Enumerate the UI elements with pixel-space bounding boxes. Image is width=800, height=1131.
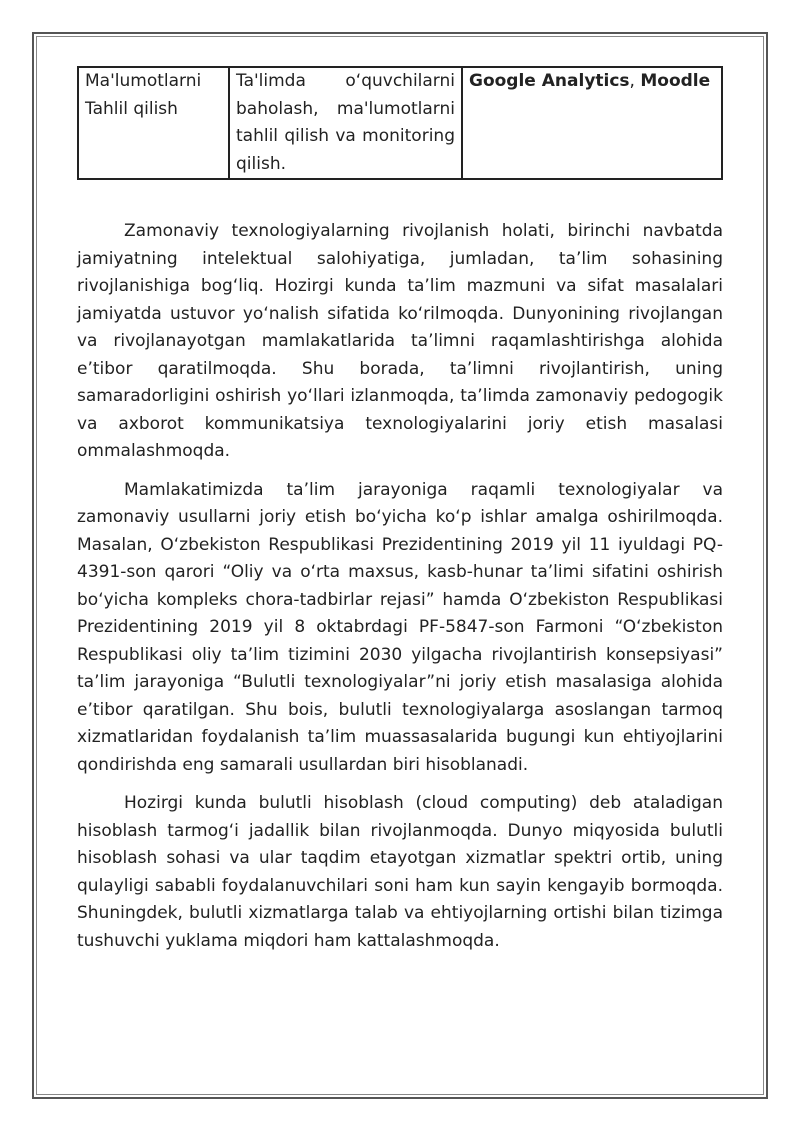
tool-moodle: Moodle bbox=[640, 71, 711, 91]
body-text bbox=[77, 218, 723, 955]
tools-table bbox=[77, 66, 723, 180]
table-row bbox=[78, 67, 722, 179]
paragraph: Hozirgi kunda bulutli hisoblash (cloud computing) deb ataladigan hisoblash tarmog‘i jadallik bilan rivojlanmoqda. Dunyo miqyosida bulutli hisoblash sohasi va ular taqdim etayotgan xizmatlar spektri ortib, uning qulayligi sababli foydalanuvchilari soni ham kun sayin kengayib bormoqda. Shuningdek, bulutli xizmatlarga talab va ehtiyojlarning ortishi bilan tizimga tushuvchi yuklama miqdori ham kattalashmoqda. bbox=[77, 793, 723, 951]
paragraph: Zamonaviy texnologiyalarning rivojlanish holati, birinchi navbatda jamiyatning intelektual salohiyatiga, jumladan, ta’lim sohasining rivojlanishiga bog‘liq. Hozirgi kunda ta’lim mazmuni va sifat masalalari jamiyatda ustuvor yo‘nalish sifatida ko‘rilmoqda. Dunyonining rivojlangan va rivojlanayotgan mamlakatlarida ta’limni raqamlashtirishga alohida e’tibor qaratilmoqda. Shu borada, ta’limni rivojlantirish, uning samaradorligini oshirish yo‘llari izlanmoqda, ta’limda zamonaviy pedogogik va axborot kommunikatsiya texnologiyalarini joriy etish masalasi ommalashmoqda. bbox=[77, 221, 723, 461]
table-cell-description: Ta'limda o‘quvchilarni baholash, ma'lumotlarni tahlil qilish va monitoring qilish. bbox=[229, 67, 462, 179]
page-content bbox=[77, 66, 723, 966]
table-cell-tools bbox=[462, 67, 722, 179]
tool-google-analytics: Google Analytics bbox=[469, 71, 630, 91]
paragraph: Mamlakatimizda ta’lim jarayoniga raqamli texnologiyalar va zamonaviy usullarni joriy etish bo‘yicha ko‘p ishlar amalga oshirilmoqda. Masalan, O‘zbekiston Respublikasi Prezidentining 2019 yil 11 iyuldagi PQ-4391-son qarori “Oliy va o‘rta maxsus, kasb-hunar ta’limi sifatini oshirish bo‘yicha kompleks chora-tadbirlar rejasi” hamda O‘zbekiston Respublikasi Prezidentining 2019 yil 8 oktabrdagi PF-5847-son Farmoni “O‘zbekiston Respublikasi oliy ta’lim tizimini 2030 yilgacha rivojlantirish konsepsiyasi” ta’lim jarayoniga “Bulutli texnologiyalar”ni joriy etish masalasiga alohida e’tibor qaratilgan. Shu bois, bulutli texnologiyalarga asoslangan tarmoq xizmatlaridan foydalanish ta’lim muassasalarida bugungi kun ehtiyojlarini qondirishda eng samarali usullardan biri hisoblanadi. bbox=[77, 479, 723, 775]
table-cell-area: Ma'lumotlarni Tahlil qilish bbox=[78, 67, 229, 179]
tool-separator: , bbox=[629, 71, 641, 91]
